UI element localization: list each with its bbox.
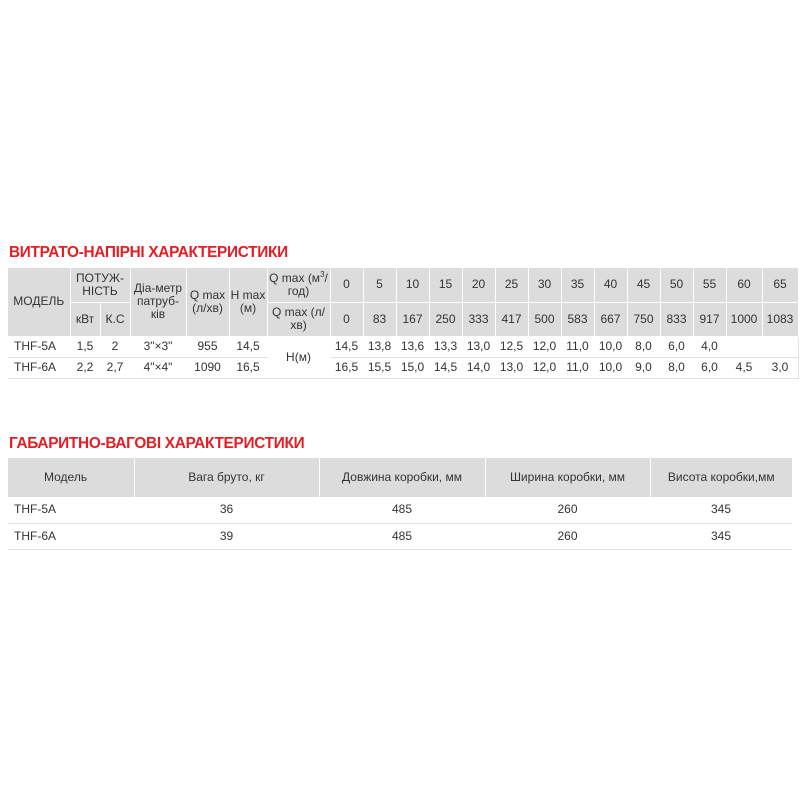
dim-header-length: Довжина коробки, мм [319, 458, 485, 497]
flow-m3h-cell: 20 [462, 268, 495, 302]
header-qmax: Q max (л/хв) [186, 268, 229, 336]
flow-lmin-cell: 333 [462, 302, 495, 336]
flow-lmin-cell: 500 [528, 302, 561, 336]
head-value-cell: 12,0 [528, 336, 561, 357]
head-value-cell: 11,0 [561, 357, 594, 378]
flow-lmin-cell: 833 [660, 302, 693, 336]
row-hmax: 16,5 [229, 357, 267, 378]
head-value-cell: 14,0 [462, 357, 495, 378]
flow-lmin-cell: 83 [363, 302, 396, 336]
flow-m3h-cell: 10 [396, 268, 429, 302]
head-value-cell: 9,0 [627, 357, 660, 378]
head-value-cell: 11,0 [561, 336, 594, 357]
flow-m3h-cell: 25 [495, 268, 528, 302]
flow-m3h-cell: 45 [627, 268, 660, 302]
row-diameter: 3"×3" [130, 336, 186, 357]
header-hp: К.С [100, 302, 130, 336]
dim-weight: 39 [134, 523, 319, 549]
dim-header-width: Ширина коробки, мм [485, 458, 650, 497]
dim-header-model: Модель [8, 458, 134, 497]
head-value-cell: 8,0 [660, 357, 693, 378]
dim-width: 260 [485, 523, 650, 549]
flow-m3h-cell: 65 [762, 268, 798, 302]
flow-lmin-cell: 167 [396, 302, 429, 336]
row-hp: 2 [100, 336, 130, 357]
flow-m3h-cell: 50 [660, 268, 693, 302]
row-kw: 1,5 [70, 336, 100, 357]
table-row [8, 336, 798, 357]
dimensions-title: ГАБАРИТНО-ВАГОВІ ХАРАКТЕРИСТИКИ [9, 435, 305, 452]
head-value-cell: 13,0 [495, 357, 528, 378]
head-value-cell: 13,8 [363, 336, 396, 357]
header-row-q-m3 [8, 268, 798, 302]
flow-lmin-cell: 917 [693, 302, 726, 336]
head-value-cell: 12,0 [528, 357, 561, 378]
dim-height: 345 [650, 497, 792, 523]
dim-length: 485 [319, 497, 485, 523]
header-qmax-m3: Q $\max (м^3/год)$ [267, 268, 330, 302]
flow-m3h-cell: 40 [594, 268, 627, 302]
header-row-q-lmin [8, 302, 798, 336]
table-row [8, 497, 792, 523]
row-diameter: 4"×4" [130, 357, 186, 378]
flow-lmin-cell: 667 [594, 302, 627, 336]
performance-title: ВИТРАТО-НАПІРНІ ХАРАКТЕРИСТИКИ [9, 244, 288, 261]
flow-m3h-cell: 5 [363, 268, 396, 302]
table-row [8, 357, 798, 378]
head-value-cell: 3,0 [762, 357, 798, 378]
flow-m3h-cell: 15 [429, 268, 462, 302]
performance-table [8, 268, 799, 379]
header-diameter: Діа-метр патруб-ків [130, 268, 186, 336]
dim-height: 345 [650, 523, 792, 549]
head-value-cell: 6,0 [693, 357, 726, 378]
row-hmax: 14,5 [229, 336, 267, 357]
row-kw: 2,2 [70, 357, 100, 378]
row-model: THF-5A [8, 336, 70, 357]
dim-header-height: Висота коробки,мм [650, 458, 792, 497]
flow-lmin-cell: 0 [330, 302, 363, 336]
flow-m3h-cell: 30 [528, 268, 561, 302]
head-value-cell: 10,0 [594, 357, 627, 378]
head-value-cell: 13,0 [462, 336, 495, 357]
head-value-cell: 4,0 [693, 336, 726, 357]
flow-m3h-cell: 55 [693, 268, 726, 302]
header-power: ПОТУЖ-НІСТЬ [70, 268, 130, 302]
flow-lmin-cell: 250 [429, 302, 462, 336]
row-qmax: 1090 [186, 357, 229, 378]
head-value-cell: 6,0 [660, 336, 693, 357]
dim-header-weight: Вага бруто, кг [134, 458, 319, 497]
flow-lmin-cell: 1083 [762, 302, 798, 336]
dim-width: 260 [485, 497, 650, 523]
flow-lmin-cell: 1000 [726, 302, 762, 336]
flow-m3h-cell: 60 [726, 268, 762, 302]
flow-m3h-cell: 35 [561, 268, 594, 302]
row-h-label: H(м) [267, 336, 330, 378]
dim-weight: 36 [134, 497, 319, 523]
flow-m3h-cell: 0 [330, 268, 363, 302]
head-value-cell: 4,5 [726, 357, 762, 378]
dimensions-header-row [8, 458, 792, 497]
row-qmax: 955 [186, 336, 229, 357]
flow-lmin-cell: 750 [627, 302, 660, 336]
head-value-cell: 15,0 [396, 357, 429, 378]
head-value-cell: 16,5 [330, 357, 363, 378]
head-value-cell: 13,6 [396, 336, 429, 357]
head-value-cell: 8,0 [627, 336, 660, 357]
dim-length: 485 [319, 523, 485, 549]
header-model: МОДЕЛЬ [8, 268, 70, 336]
header-hmax: H max (м) [229, 268, 267, 336]
head-value-cell [726, 336, 762, 357]
flow-lmin-cell: 583 [561, 302, 594, 336]
dim-model: THF-5A [8, 497, 134, 523]
dimensions-table [8, 458, 792, 550]
row-hp: 2,7 [100, 357, 130, 378]
head-value-cell: 13,3 [429, 336, 462, 357]
head-value-cell: 14,5 [429, 357, 462, 378]
table-row [8, 523, 792, 549]
header-qmax-lmin: Q max (л/хв) [267, 302, 330, 336]
head-value-cell: 14,5 [330, 336, 363, 357]
flow-lmin-cell: 417 [495, 302, 528, 336]
head-value-cell: 12,5 [495, 336, 528, 357]
dim-model: THF-6A [8, 523, 134, 549]
header-kw: кВт [70, 302, 100, 336]
head-value-cell [762, 336, 798, 357]
row-model: THF-6A [8, 357, 70, 378]
head-value-cell: 10,0 [594, 336, 627, 357]
head-value-cell: 15,5 [363, 357, 396, 378]
